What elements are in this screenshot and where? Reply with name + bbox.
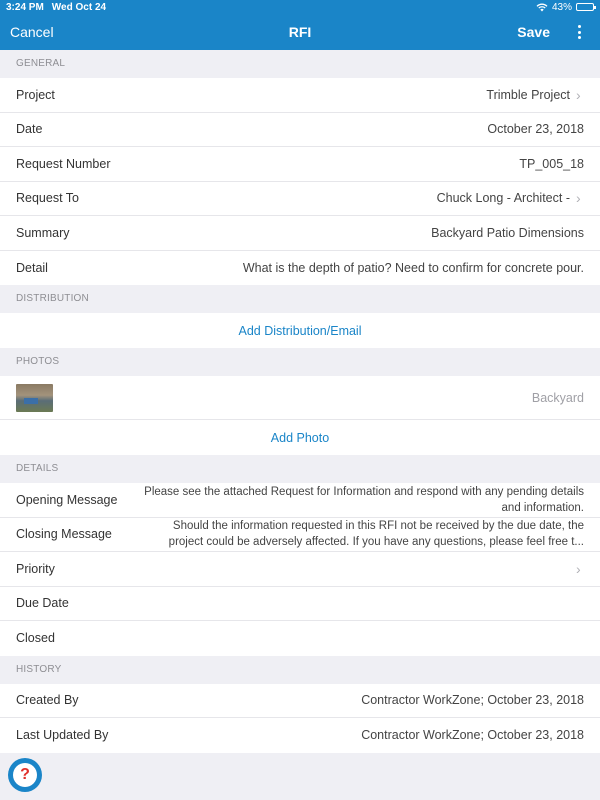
row-label: Due Date [16, 596, 69, 611]
row-label: Date [16, 122, 43, 137]
general-group [0, 78, 600, 285]
row-date[interactable] [0, 113, 600, 148]
row-value: Contractor WorkZone; October 23, 2018 [361, 693, 584, 708]
photos-group [0, 376, 600, 455]
save-button[interactable]: Save [517, 24, 550, 40]
cancel-button[interactable]: Cancel [10, 24, 54, 40]
status-time: 3:24 PM [6, 1, 44, 13]
rfi-form [0, 50, 600, 753]
row-label: Request To [16, 191, 80, 206]
help-question-icon: ? [13, 763, 37, 787]
battery-percent: 43% [551, 1, 572, 13]
section-header-distribution: DISTRIBUTION [0, 285, 600, 313]
status-bar [0, 0, 600, 14]
row-value: Please see the attached Request for Information and respond with any pending details and information. [144, 485, 584, 514]
row-value: What is the depth of patio? Need to confirm for concrete pour. [242, 260, 584, 275]
row-value: Chuck Long - Architect - [436, 191, 570, 206]
status-date: Wed Oct 24 [51, 1, 107, 13]
wifi-icon [536, 3, 548, 12]
details-group [0, 483, 600, 656]
row-label: Priority [16, 561, 55, 576]
row-value: Should the information requested in this RFI not be received by the due date, the project could be adversely affected. If you have any questions, please feel free t... [168, 520, 584, 549]
chevron-right-icon: › [576, 86, 581, 103]
photo-thumbnail[interactable] [16, 384, 53, 412]
row-opening-message[interactable] [0, 483, 600, 518]
row-label: Project [16, 87, 55, 102]
section-header-photos: PHOTOS [0, 348, 600, 376]
row-created-by [0, 684, 600, 719]
row-summary[interactable] [0, 216, 600, 251]
page-title: RFI [288, 24, 312, 40]
row-value: October 23, 2018 [487, 122, 584, 137]
row-label: Opening Message [16, 492, 118, 507]
photo-item[interactable] [0, 376, 600, 420]
row-label: Closing Message [16, 527, 112, 542]
row-label: Request Number [16, 156, 111, 171]
row-detail[interactable] [0, 251, 600, 286]
row-label: Last Updated By [16, 728, 109, 743]
photo-caption: Backyard [531, 390, 584, 405]
row-priority[interactable] [0, 552, 600, 587]
row-label: Summary [16, 225, 70, 240]
section-header-general: GENERAL [0, 50, 600, 78]
help-button[interactable] [8, 758, 42, 792]
add-photo-button[interactable]: Add Photo [0, 420, 600, 455]
chevron-right-icon: › [576, 560, 581, 577]
row-value: Trimble Project [486, 87, 570, 102]
row-value: TP_005_18 [519, 156, 584, 171]
chevron-right-icon: › [576, 190, 581, 207]
row-label: Detail [16, 260, 48, 275]
row-project[interactable] [0, 78, 600, 113]
more-options-icon[interactable] [578, 25, 582, 39]
row-request-number[interactable] [0, 147, 600, 182]
nav-bar [0, 14, 600, 50]
row-due-date[interactable] [0, 587, 600, 622]
section-header-history: HISTORY [0, 656, 600, 684]
section-header-details: DETAILS [0, 455, 600, 483]
history-group [0, 684, 600, 753]
add-distribution-button[interactable]: Add Distribution/Email [0, 313, 600, 348]
battery-icon [576, 3, 594, 11]
row-value: Backyard Patio Dimensions [431, 225, 584, 240]
status-right [536, 2, 594, 13]
row-request-to[interactable] [0, 182, 600, 217]
row-last-updated-by [0, 718, 600, 753]
row-label: Created By [16, 693, 79, 708]
row-value: Contractor WorkZone; October 23, 2018 [361, 728, 584, 743]
row-closing-message[interactable] [0, 518, 600, 553]
row-closed[interactable] [0, 621, 600, 656]
row-label: Closed [16, 631, 55, 646]
